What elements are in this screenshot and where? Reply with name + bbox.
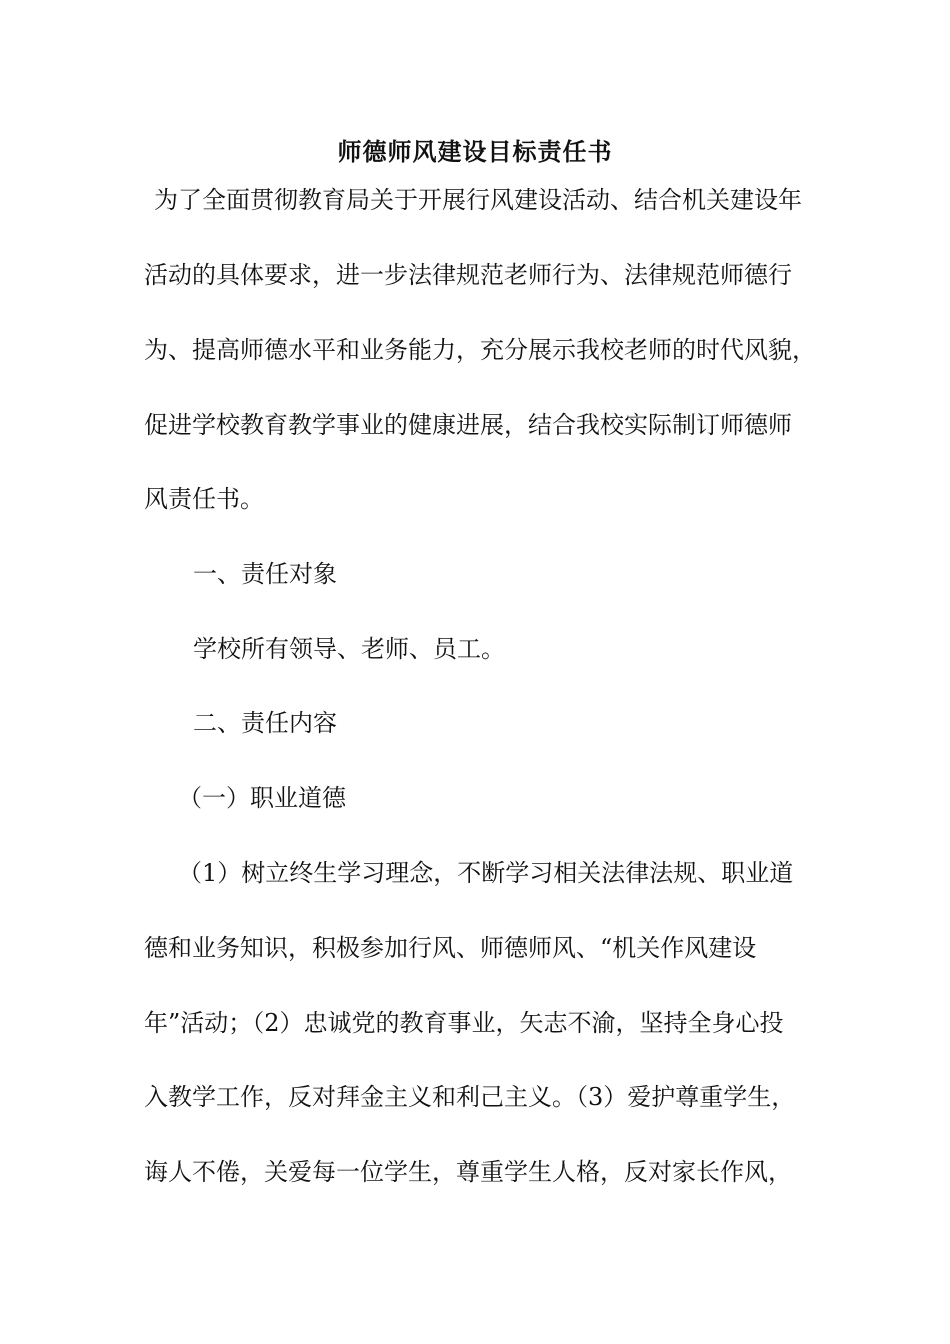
body-line: 促进学校教育教学事业的健康进展，结合我校实际制订师德师 xyxy=(144,411,792,439)
body-line: 德和业务知识，积极参加行风、师德师风、“机关作风建设 xyxy=(144,934,757,962)
subsection-heading: （一）职业道德 xyxy=(178,784,346,812)
body-line: 诲人不倦，关爱每一位学生，尊重学生人格，反对家长作风， xyxy=(144,1158,792,1186)
section-heading-2: 二、责任内容 xyxy=(193,709,337,737)
body-line: 风责任书。 xyxy=(144,485,264,513)
body-line: 学校所有领导、老师、员工。 xyxy=(193,635,505,663)
body-line: 活动的具体要求，进一步法律规范老师行为、法律规范师德行 xyxy=(144,261,792,289)
section-heading-1: 一、责任对象 xyxy=(193,560,337,588)
document-title: 师德师风建设目标责任书 xyxy=(337,138,613,166)
body-line: 为了全面贯彻教育局关于开展行风建设活动、结合机关建设年 xyxy=(154,186,802,214)
body-line: 年”活动；（2）忠诚党的教育事业，矢志不渝，坚持全身心投 xyxy=(144,1009,784,1037)
body-line: （1）树立终生学习理念，不断学习相关法律法规、职业道 xyxy=(178,859,794,887)
body-line: 为、提高师德水平和业务能力，充分展示我校老师的时代风貌， xyxy=(144,336,816,364)
body-line: 入教学工作，反对拜金主义和利己主义。（3）爱护尊重学生， xyxy=(144,1083,796,1111)
